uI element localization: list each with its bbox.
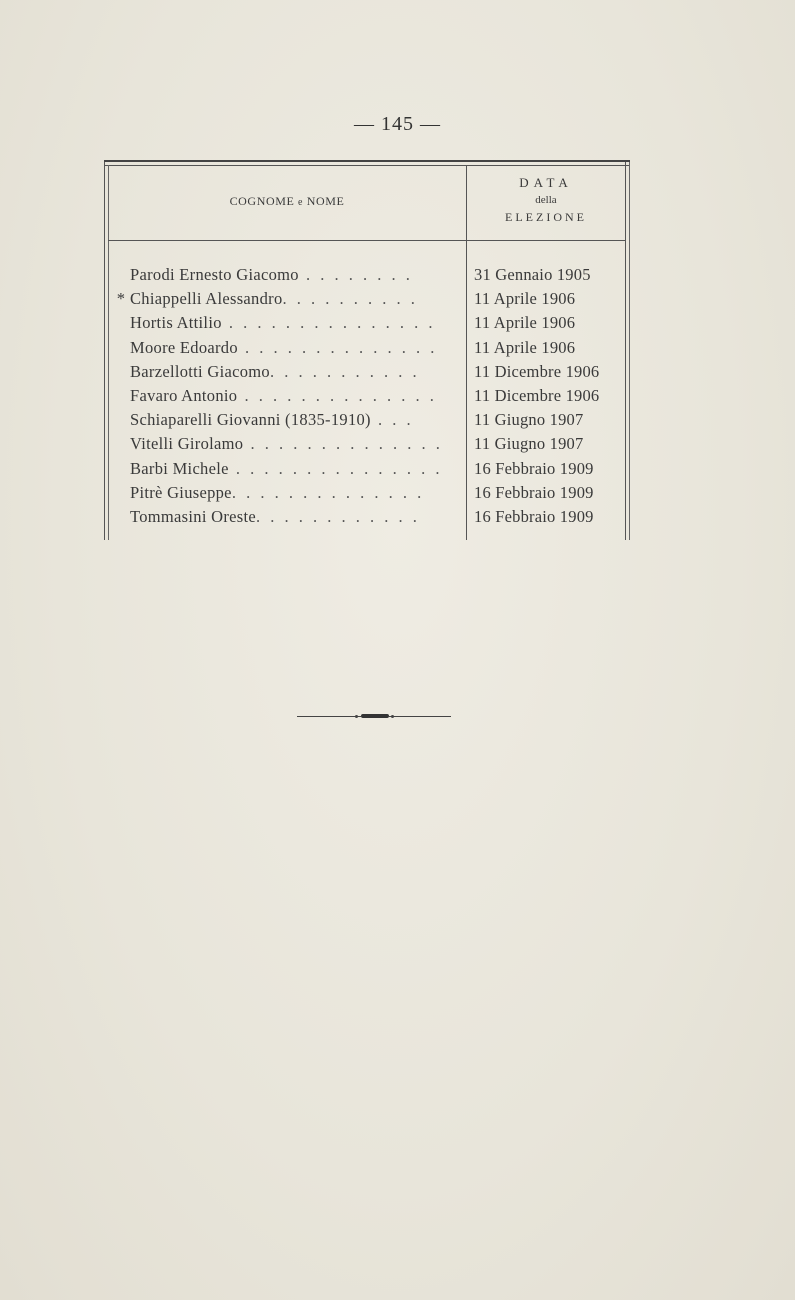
column-header-name-part3: NOME	[306, 194, 345, 208]
member-name-text: Barbi Michele	[130, 458, 229, 478]
column-header-date-line2: della	[535, 194, 557, 206]
table-row	[104, 360, 630, 384]
election-date: 11 Aprile 1906	[474, 337, 576, 357]
member-name-text: Pitrè Giuseppe	[130, 482, 232, 502]
dot-leaders: . . . . . . . .	[298, 265, 413, 284]
page-number: — 145 —	[354, 113, 441, 135]
election-date: 31 Gennaio 1905	[474, 265, 591, 284]
table-row	[104, 408, 630, 432]
table-body	[104, 263, 630, 529]
table-header-rule	[108, 240, 625, 241]
member-name	[130, 384, 460, 408]
ornament-left-line	[297, 716, 361, 717]
table-row	[104, 384, 630, 408]
dot-leaders: . . . . . . . . . .	[282, 289, 418, 309]
dot-leaders: . . . . . . . . . . . . . .	[231, 482, 425, 502]
members-table	[104, 160, 630, 540]
member-name	[130, 263, 460, 287]
asterisk-mark: *	[116, 289, 125, 309]
dot-leaders: . . . . . . . . . . . . . . .	[221, 313, 436, 333]
dot-leaders: . . . . . . . . . . .	[269, 361, 420, 381]
election-date: 11 Dicembre 1906	[474, 361, 600, 381]
table-row	[104, 432, 630, 456]
election-date: 11 Giugno 1907	[474, 410, 584, 430]
member-name-text: Chiappelli Alessandro	[130, 289, 283, 309]
member-name	[130, 408, 460, 432]
column-header-name-part1: COGNOME	[229, 194, 295, 208]
column-header-date	[467, 174, 625, 226]
member-name-text: Vitelli Girolamo	[130, 434, 244, 454]
member-name-text: Schiaparelli Giovanni (1835-1910)	[130, 410, 371, 430]
table-row	[104, 457, 630, 481]
member-name	[130, 287, 460, 311]
ornament-dot-left	[355, 715, 358, 718]
member-name	[130, 336, 460, 360]
election-date: 11 Dicembre 1906	[474, 385, 600, 405]
end-ornament	[297, 714, 451, 720]
member-name	[130, 311, 460, 335]
member-name	[130, 457, 460, 481]
table-row	[104, 505, 630, 529]
election-date: 16 Febbraio 1909	[474, 458, 594, 478]
table-row	[104, 311, 630, 335]
dot-leaders: . . . . . . . . . . . . . . .	[228, 458, 443, 478]
column-header-name	[108, 194, 466, 209]
ornament-center-bar	[361, 714, 389, 718]
table-row	[104, 481, 630, 505]
election-date: 11 Giugno 1907	[474, 434, 584, 454]
member-name-text: Hortis Attilio	[130, 313, 222, 333]
member-name-text: Tommasini Oreste	[130, 506, 256, 526]
table-row	[104, 336, 630, 360]
member-name	[130, 360, 460, 384]
dot-leaders: . . . . . . . . . . . . . .	[237, 337, 438, 357]
ornament-right-line	[389, 716, 451, 717]
table-top-rule-inner	[104, 165, 630, 166]
dot-leaders: . . . . . . . . . . . .	[256, 506, 420, 526]
column-header-date-line1: DATA	[519, 175, 573, 190]
election-date: 11 Aprile 1906	[474, 289, 576, 309]
member-name-text: Favaro Antonio	[130, 385, 238, 405]
member-name-text: Parodi Ernesto Giacomo	[130, 265, 299, 284]
member-name	[130, 505, 460, 529]
column-header-date-line3: ELEZIONE	[505, 210, 587, 224]
column-header-name-part2: e	[298, 197, 304, 208]
member-name	[130, 432, 460, 456]
table-top-rule	[104, 160, 630, 162]
dot-leaders: . . . . . . . . . . . . . .	[237, 385, 437, 405]
member-name-text: Moore Edoardo	[130, 337, 238, 357]
table-row	[104, 263, 630, 287]
election-date: 16 Febbraio 1909	[474, 506, 594, 526]
member-name-text: Barzellotti Giacomo	[130, 361, 270, 381]
dot-leaders: . . . . . . . . . . . . . .	[243, 434, 443, 454]
table-row	[104, 287, 630, 311]
election-date: 16 Febbraio 1909	[474, 482, 594, 502]
election-date: 11 Aprile 1906	[474, 313, 576, 333]
member-name	[130, 481, 460, 505]
dot-leaders: . . .	[370, 410, 414, 430]
